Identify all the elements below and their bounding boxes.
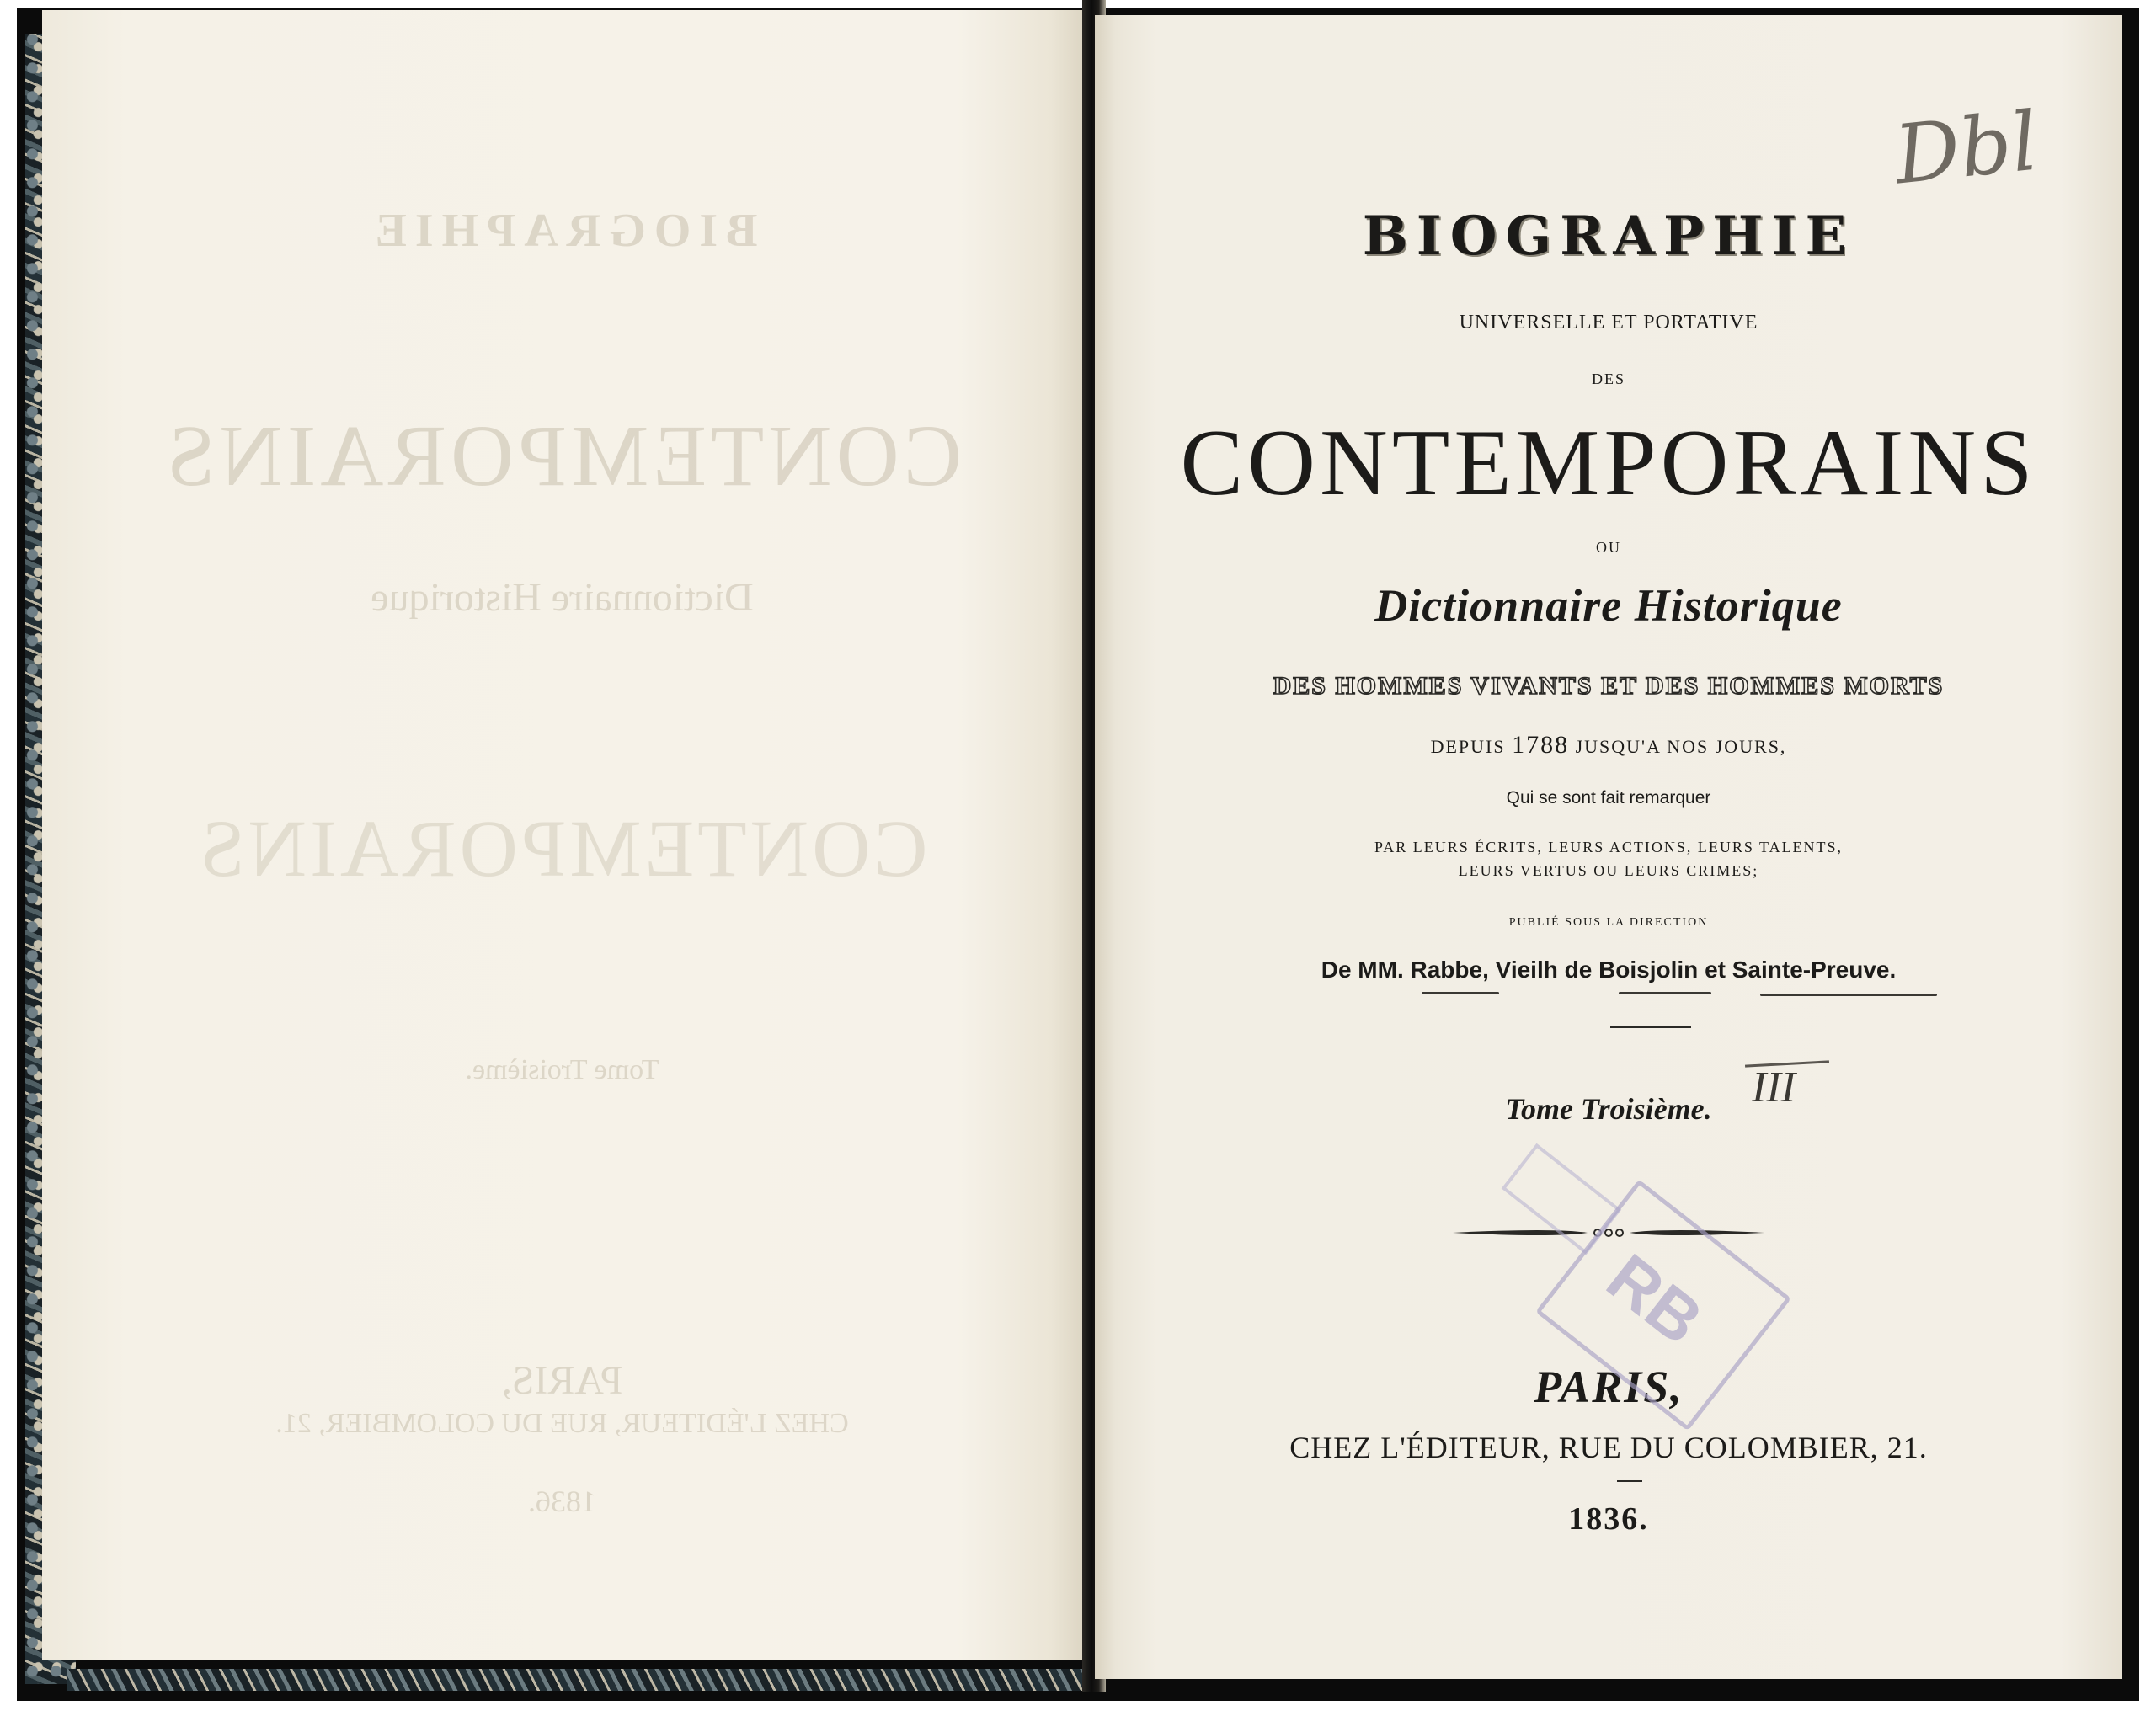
handwritten-volume-mark: III (1752, 1063, 1796, 1111)
show-through-title: BIOGRAPHIE (366, 205, 758, 257)
hommes-line: DES HOMMES VIVANTS ET DES HOMMES MORTS (1273, 672, 1945, 700)
ou-label: OU (1596, 539, 1621, 556)
depuis-prefix: DEPUIS (1430, 736, 1506, 757)
show-through-dictionary: Dictionnaire Historique (371, 575, 754, 620)
depuis-suffix: JUSQU'A NOS JOURS, (1575, 736, 1787, 757)
par-line-1: PAR LEURS ÉCRITS, LEURS ACTIONS, LEURS TALENTS, (1374, 839, 1844, 856)
show-through-year: 1836. (528, 1484, 596, 1518)
depuis-year: 1788 (1512, 731, 1570, 759)
des-label: DES (1591, 370, 1625, 387)
book-title: BIOGRAPHIE (1362, 205, 1855, 268)
left-endpaper (42, 10, 1082, 1660)
publication-year: 1836. (1568, 1501, 1649, 1537)
show-through-main-title: CONTEMPORAINS (162, 408, 963, 504)
pencil-underline-boisjolin (1619, 992, 1711, 994)
title-page (1095, 15, 2122, 1679)
main-title: CONTEMPORAINS (1180, 411, 2037, 515)
volume-label: Tome Troisième. (1505, 1092, 1712, 1126)
directors-line: De MM. Rabbe, Vieilh de Boisjolin et Sainte-Preuve. (1321, 957, 1897, 983)
show-through-city: PARIS, (501, 1358, 623, 1403)
stamp-text: RB (1593, 1239, 1716, 1359)
show-through-publisher: CHEZ L'ÉDITEUR, RUE DU COLOMBIER, 21. (275, 1408, 849, 1439)
pencil-underline-sainte-preuve (1760, 994, 1937, 996)
par-line-2: LEURS VERTUS OU LEURS CRIMES; (1458, 862, 1759, 879)
qui-line: Qui se sont fait remarquer (1506, 788, 1711, 808)
marbled-cover-bottom (67, 1669, 1086, 1691)
separator-rule (1610, 1026, 1691, 1028)
short-rule (1617, 1480, 1642, 1482)
pencil-underline-rabbe (1422, 992, 1499, 994)
depuis-line (1095, 731, 2122, 760)
city: PARIS, (1534, 1362, 1684, 1412)
dictionary-title: Dictionnaire Historique (1374, 580, 1843, 631)
show-through-next-title: CONTEMPORAINS (196, 803, 928, 893)
subtitle: UNIVERSELLE ET PORTATIVE (1459, 312, 1758, 333)
publisher: CHEZ L'ÉDITEUR, RUE DU COLOMBIER, 21. (1289, 1431, 1928, 1464)
publie-line: PUBLIÉ SOUS LA DIRECTION (1508, 916, 1709, 929)
show-through-volume: Tome Troisième. (465, 1054, 659, 1085)
handwritten-note: Dbl (1890, 93, 2042, 203)
